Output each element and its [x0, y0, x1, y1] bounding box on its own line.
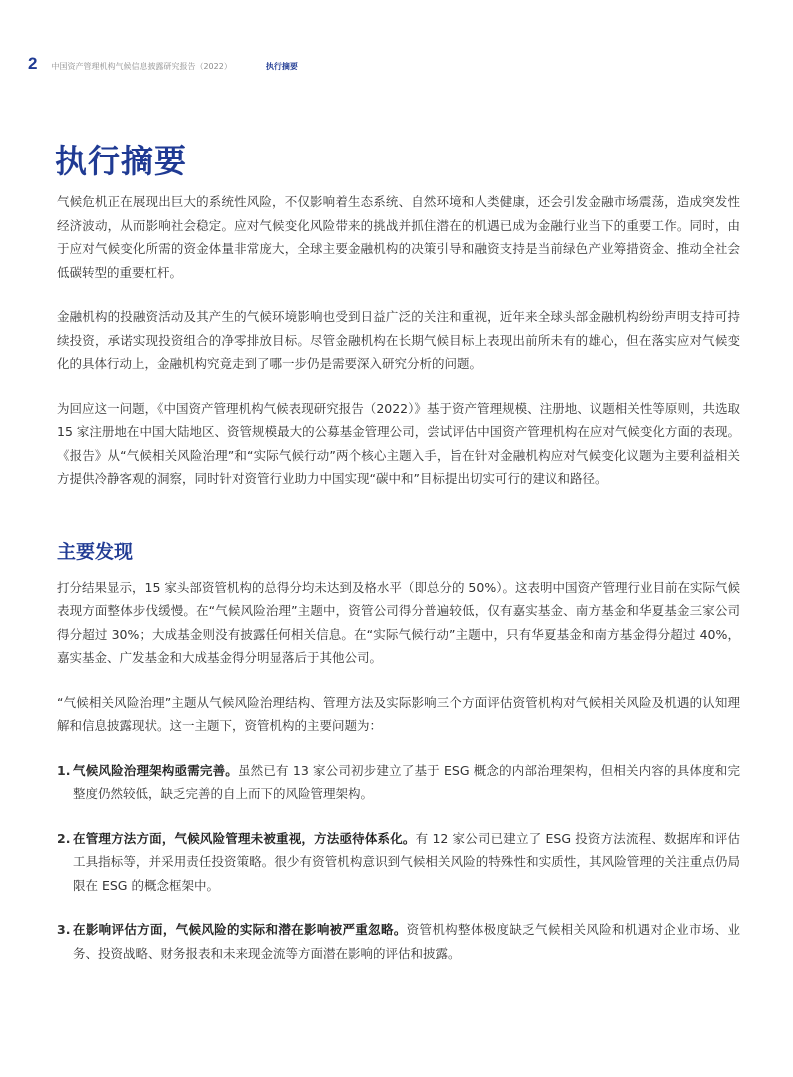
- intro-paragraph-1: 气候危机正在展现出巨大的系统性风险，不仅影响着生态系统、自然环境和人类健康，还会引发金融市场震荡，造成突发性经济波动，从而影响社会稳定。应对气候变化风险带来的挑战并抓住潜在的机遇已成为金融行业当下的重要工作。同时，由于应对气候变化所需的资金体量非常庞大，全球主要金融机构的决策引导和融资支持是当前绿色产业筹措资金、推动全社会低碳转型的重要杠杆。: [57, 194, 740, 280]
- list-item: [57, 918, 740, 965]
- list-body: [73, 918, 740, 965]
- report-name: 中国资产管理机构气候信息披露研究报告（2022）: [51, 62, 232, 71]
- list-item-text: 资管机构整体极度缺乏气候相关风险和机遇对企业市场、业务、投资战略、财务报表和未来现金流等方面潜在影响的评估和披露。: [73, 922, 740, 961]
- list-item-bold: 在影响评估方面，气候风险的实际和潜在影响被严重忽略。: [73, 922, 407, 937]
- list-item-bold: 气候风险治理架构亟需完善。: [73, 762, 238, 778]
- list-item: [57, 759, 740, 806]
- list-number: 3.: [57, 922, 71, 937]
- list-item-text: 有 12 家公司已建立了 ESG 投资方法流程、数据库和评估工具指标等，并采用责任投资策略。很少有资管机构意识到气候相关风险的特殊性和实质性，其风险管理的关注重点仍局限在 ESG 的概念框架中。: [73, 830, 740, 893]
- page-title: 执行摘要: [55, 142, 188, 180]
- findings-paragraph-1: 打分结果显示，15 家头部资管机构的总得分均未达到及格水平（即总分的 50%）。这表明中国资产管理行业目前在实际气候表现方面整体步伐缓慢。在“气候风险治理”主题中，资管公司得分普遍较低，仅有嘉实基金、南方基金和华夏基金三家公司得分超过 30%；大成基金则没有披露任何相关信息。在“实际气候行动”主题中，只有华夏基金和南方基金得分超过 40%，嘉实基金、广发基金和大成基金得分明显落后于其他公司。: [57, 579, 740, 665]
- page-number: 2: [28, 54, 38, 73]
- page-header: [28, 54, 298, 74]
- main-content: [57, 190, 740, 986]
- intro-paragraph-2: 金融机构的投融资活动及其产生的气候环境影响也受到日益广泛的关注和重视，近年来全球头部金融机构纷纷声明支持可持续投资，承诺实现投资组合的净零排放目标。尽管金融机构在长期气候目标上表现出前所未有的雄心，但在落实应对气候变化的具体行动上，金融机构究竟走到了哪一步仍是需要深入研究分析的问题。: [57, 309, 740, 371]
- list-number: 2.: [57, 830, 71, 846]
- list-body: [73, 827, 740, 898]
- findings-paragraph-2: “气候相关风险治理”主题从气候风险治理结构、管理方法及实际影响三个方面评估资管机构对气候相关风险及机遇的认知理解和信息披露现状。这一主题下，资管机构的主要问题为：: [57, 694, 740, 733]
- section-name: 执行摘要: [265, 62, 298, 71]
- findings-heading: 主要发现: [57, 540, 134, 563]
- list-item-text: 虽然已有 13 家公司初步建立了基于 ESG 概念的内部治理架构，但相关内容的具体度和完整度仍然较低，缺乏完善的自上而下的风险管理架构。: [73, 762, 740, 801]
- list-item: [57, 827, 740, 898]
- intro-paragraph-3: 为回应这一问题，《中国资产管理机构气候表现研究报告（2022）》基于资产管理规模、注册地、议题相关性等原则，共选取 15 家注册地在中国大陆地区、资管规模最大的公募基金管理公司，尝试评估中国资产管理机构在应对气候变化方面的表现。《报告》从“气候相关风险治理”和“实际气候行动”两个核心主题入手，旨在针对金融机构应对气候变化议题为主要利益相关方提供冷静客观的洞察，同时针对资管行业助力中国实现“碳中和”目标提出切实可行的建议和路径。: [57, 400, 740, 486]
- list-body: [73, 759, 740, 806]
- list-item-bold: 在管理方法方面，气候风险管理未被重视，方法亟待体系化。: [73, 830, 416, 846]
- list-number: 1.: [57, 762, 71, 778]
